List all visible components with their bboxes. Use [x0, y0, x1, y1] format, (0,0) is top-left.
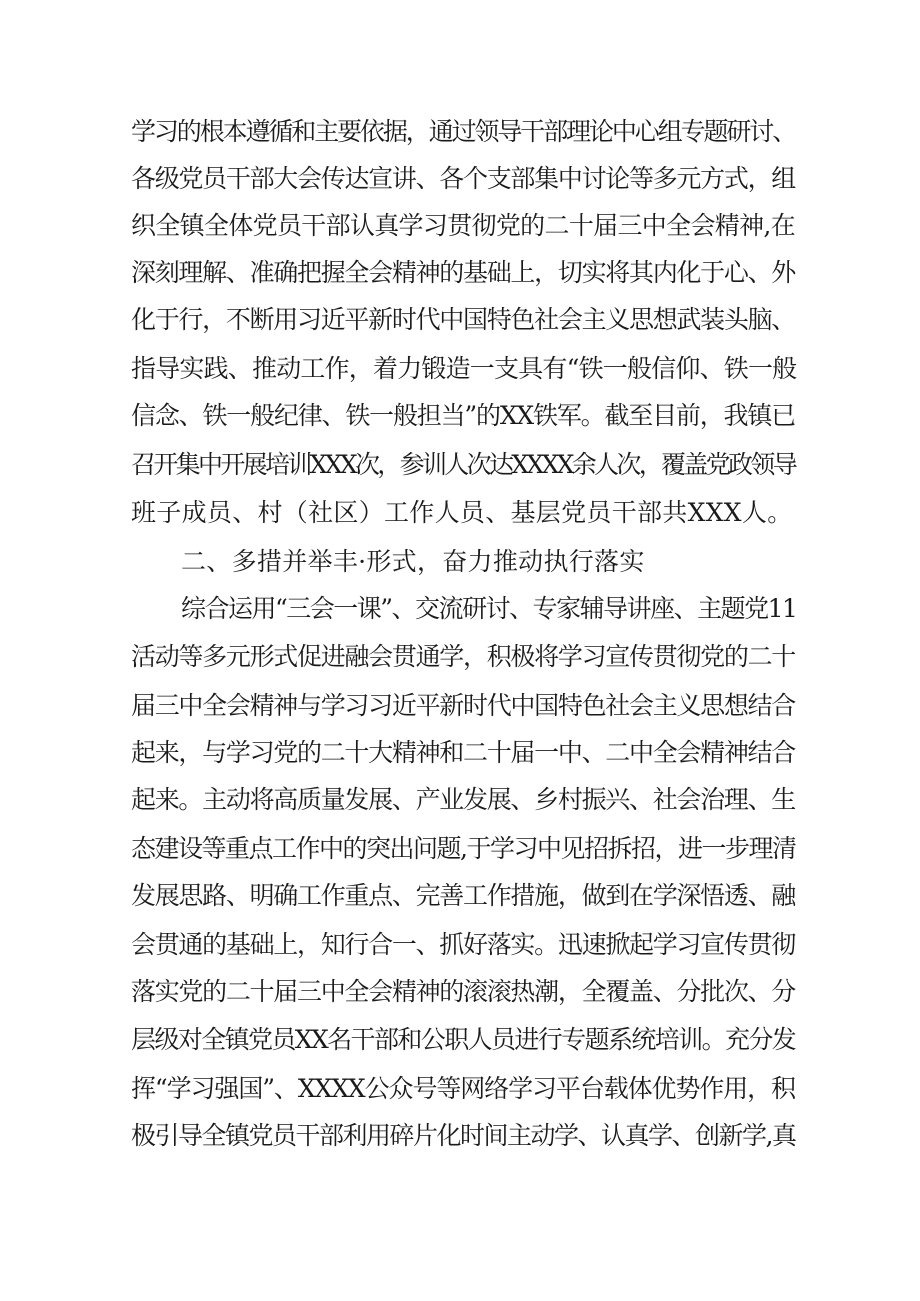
paragraph-2-line-11: 挥“学习强国”、XXXX公众号等网络学习平台载体优势作用，积 — [131, 1074, 795, 1103]
paragraph-2-line-9: 落实党的二十届三中全会精神的滚滚热潮，全覆盖、分批次、分 — [131, 977, 795, 1006]
paragraph-1-line-3: 织全镇全体党员干部认真学习贯彻党的二十届三中全会精神,在 — [131, 211, 795, 240]
paragraph-2-line-7: 发展思路、明确工作重点、完善工作措施，做到在学深悟透、融 — [131, 881, 795, 910]
paragraph-1-line-6: 指导实践、推动工作，着力锻造一支具有“铁一般信仰、铁一般 — [131, 354, 797, 383]
paragraph-2-line-2: 活动等多元形式促进融会贯通学，积极将学习宣传贯彻党的二十 — [131, 642, 795, 671]
section-heading-2: 二、多措并举丰·形式，奋力推动执行落实 — [181, 547, 645, 576]
paragraph-2-line-4: 起来，与学习党的二十大精神和二十届一中、二中全会精神结合 — [131, 738, 795, 767]
paragraph-1-line-7: 信念、铁一般纪律、铁一般担当”的XX铁军。截至目前，我镇已 — [131, 401, 795, 430]
paragraph-2-line-10: 层级对全镇党员XX名干部和公职人员进行专题系统培训。充分发 — [131, 1025, 796, 1054]
paragraph-2-line-12: 极引导全镇党员干部利用碎片化时间主动学、认真学、创新学,真 — [131, 1121, 796, 1150]
paragraph-1-line-8: 召开集中开展培训XXX次，参训人次达XXXX余人次，覆盖党政领导 — [131, 450, 795, 479]
paragraph-1-line-4: 深刻理解、准确把握全会精神的基础上，切实将其内化于心、外 — [131, 258, 795, 287]
paragraph-1-line-9: 班子成员、村（社区）工作人员、基层党员干部共XXX人。 — [131, 498, 793, 527]
paragraph-2-line-8: 会贯通的基础上，知行合一、抓好落实。迅速掀起学习宣传贯彻 — [131, 930, 795, 959]
paragraph-1-line-1: 学习的根本遵循和主要依据，通过领导干部理论中心组专题研讨、 — [131, 117, 796, 146]
paragraph-1-line-5: 化于行，不断用习近平新时代中国特色社会主义思想武装头脑、 — [131, 305, 795, 334]
paragraph-2-line-1: 综合运用“三会一课”、交流研讨、专家辅导讲座、主题党11 — [181, 594, 797, 623]
paragraph-1-line-2: 各级党员干部大会传达宣讲、各个支部集中讨论等多元方式，组 — [131, 164, 795, 193]
paragraph-2-line-3: 届三中全会精神与学习习近平新时代中国特色社会主义思想结合 — [131, 691, 795, 720]
paragraph-2-line-5: 起来。主动将高质量发展、产业发展、乡村振兴、社会治理、生 — [131, 785, 795, 814]
paragraph-2-line-6: 态建设等重点工作中的突出问题,于学习中见招拆招，进一步理清 — [131, 834, 796, 863]
